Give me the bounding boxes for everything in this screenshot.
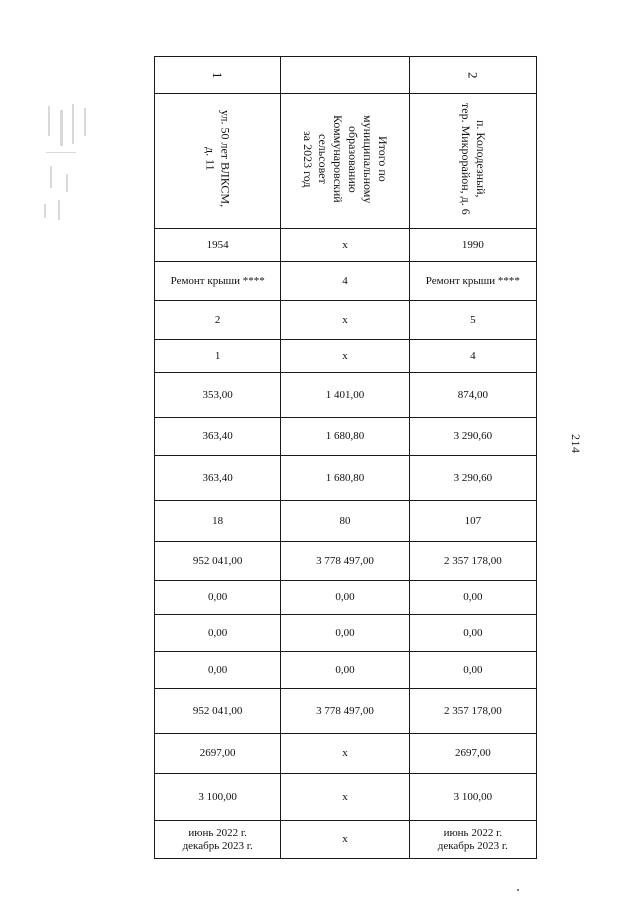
table-cell: 2 357 178,00 [409,542,536,581]
table-cell: 2 357 178,00 [409,689,536,734]
table-row [155,821,537,859]
table-cell: 3 778 497,00 [281,542,409,581]
header-cell-address-2: п. Колодезный, тер. Микрорайон, д. 6 [409,94,536,229]
table-cell: Ремонт крыши **** [409,262,536,301]
header-row [155,94,537,229]
table-cell: 1 [155,340,281,373]
table-body [155,229,537,859]
table-cell: 0,00 [155,615,281,652]
table-cell: 5 [409,301,536,340]
data-table [154,56,537,859]
table-row [155,301,537,340]
table-row [155,542,537,581]
table-row [155,373,537,418]
table-cell: х [281,340,409,373]
page-number: 214 [569,434,583,454]
table-cell: 2697,00 [155,734,281,774]
table-cell: 1 680,80 [281,456,409,501]
table-cell: 4 [281,262,409,301]
table-cell: 3 100,00 [155,774,281,821]
table-cell: 1990 [409,229,536,262]
table-cell: 3 778 497,00 [281,689,409,734]
table-cell: 363,40 [155,418,281,456]
table-cell: 1 401,00 [281,373,409,418]
table-cell: х [281,821,409,859]
table-cell: июнь 2022 г. декабрь 2023 г. [155,821,281,859]
table-row [155,229,537,262]
table-cell: 0,00 [409,652,536,689]
table-cell: 0,00 [409,581,536,615]
table-cell: 0,00 [409,615,536,652]
table-cell: июнь 2022 г. декабрь 2023 г. [409,821,536,859]
table-cell: 1954 [155,229,281,262]
table-cell: 0,00 [281,652,409,689]
table-cell: 107 [409,501,536,542]
scan-artifact [38,104,94,222]
table-cell: х [281,774,409,821]
column-number-cell: 1 [155,57,281,94]
table-row [155,734,537,774]
table-cell: 3 100,00 [409,774,536,821]
table-cell: 80 [281,501,409,542]
table-cell: 18 [155,501,281,542]
table-row [155,262,537,301]
scan-dot [517,889,519,891]
table-row [155,581,537,615]
table-row [155,774,537,821]
table-row [155,501,537,542]
table-cell: 952 041,00 [155,542,281,581]
table-row [155,456,537,501]
table-row [155,418,537,456]
table-cell: Ремонт крыши **** [155,262,281,301]
table-cell: 0,00 [281,615,409,652]
table-cell: 0,00 [155,652,281,689]
table-cell: 363,40 [155,456,281,501]
table-cell: 353,00 [155,373,281,418]
table-row [155,689,537,734]
table-row [155,340,537,373]
table-cell: 1 680,80 [281,418,409,456]
table-cell: х [281,734,409,774]
column-number-cell: 2 [409,57,536,94]
header-cell-address-1: ул. 50 лет ВЛКСМ, д. 11 [155,94,281,229]
table-cell: 4 [409,340,536,373]
table-cell: 0,00 [155,581,281,615]
table-row [155,615,537,652]
table-cell: 2697,00 [409,734,536,774]
table-cell: х [281,301,409,340]
table-cell: 0,00 [281,581,409,615]
column-number-row [155,57,537,94]
header-cell-total: Итого по муниципальному образованию Коммунаровский сельсовет за 2023 год [281,94,409,229]
table-cell: 952 041,00 [155,689,281,734]
table-cell: х [281,229,409,262]
table-cell: 874,00 [409,373,536,418]
table-row [155,652,537,689]
table-cell: 3 290,60 [409,456,536,501]
table-cell: 3 290,60 [409,418,536,456]
table-cell: 2 [155,301,281,340]
column-number-cell [281,57,409,94]
